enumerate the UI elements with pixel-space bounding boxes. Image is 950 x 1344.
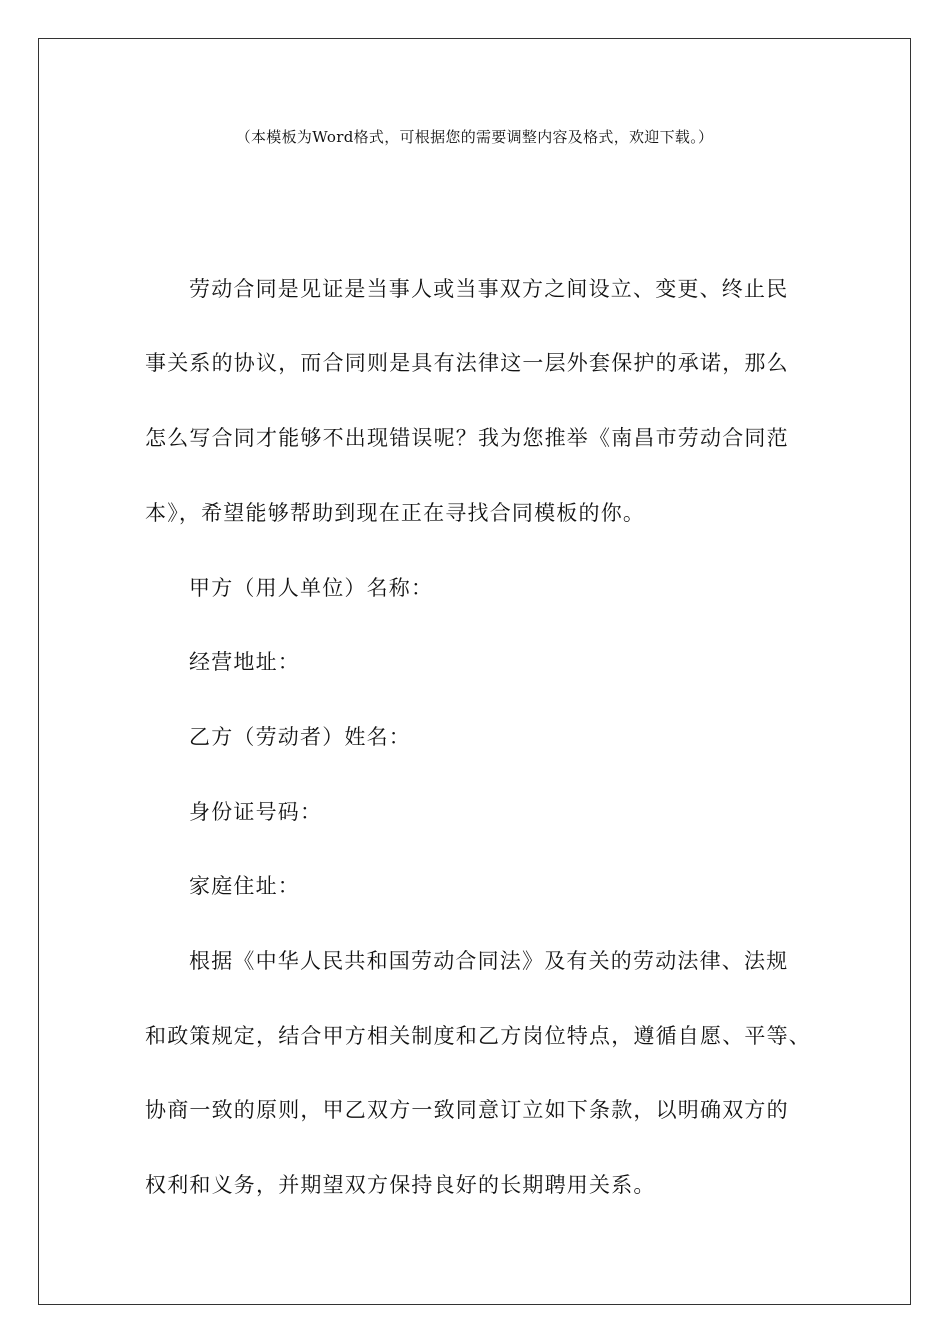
basis-line-4: 权利和义务，并期望双方保持良好的长期聘用关系。 [145, 1173, 656, 1197]
intro-line-1: 劳动合同是见证是当事人或当事双方之间设立、变更、终止民 [189, 277, 789, 301]
business-address-field: 经营地址： [189, 650, 300, 674]
intro-line-4: 本》，希望能够帮助到现在正在寻找合同模板的你。 [145, 501, 646, 525]
template-notice: （本模板为Word格式，可根据您的需要调整内容及格式，欢迎下载。） [235, 128, 714, 146]
intro-line-3: 怎么写合同才能够不出现错误呢？我为您推举《南昌市劳动合同范 [145, 426, 789, 450]
intro-line-2: 事关系的协议，而合同则是具有法律这一层外套保护的承诺，那么 [145, 351, 789, 375]
basis-line-2: 和政策规定，结合甲方相关制度和乙方岗位特点，遵循自愿、平等、 [145, 1024, 811, 1048]
party-a-name-field: 甲方（用人单位）名称： [189, 576, 434, 600]
basis-line-3: 协商一致的原则，甲乙双方一致同意订立如下条款，以明确双方的 [145, 1098, 789, 1122]
party-b-name-field: 乙方（劳动者）姓名： [189, 725, 411, 749]
home-address-field: 家庭住址： [189, 874, 300, 898]
id-number-field: 身份证号码： [189, 800, 323, 824]
basis-line-1: 根据《中华人民共和国劳动合同法》及有关的劳动法律、法规 [189, 949, 789, 973]
